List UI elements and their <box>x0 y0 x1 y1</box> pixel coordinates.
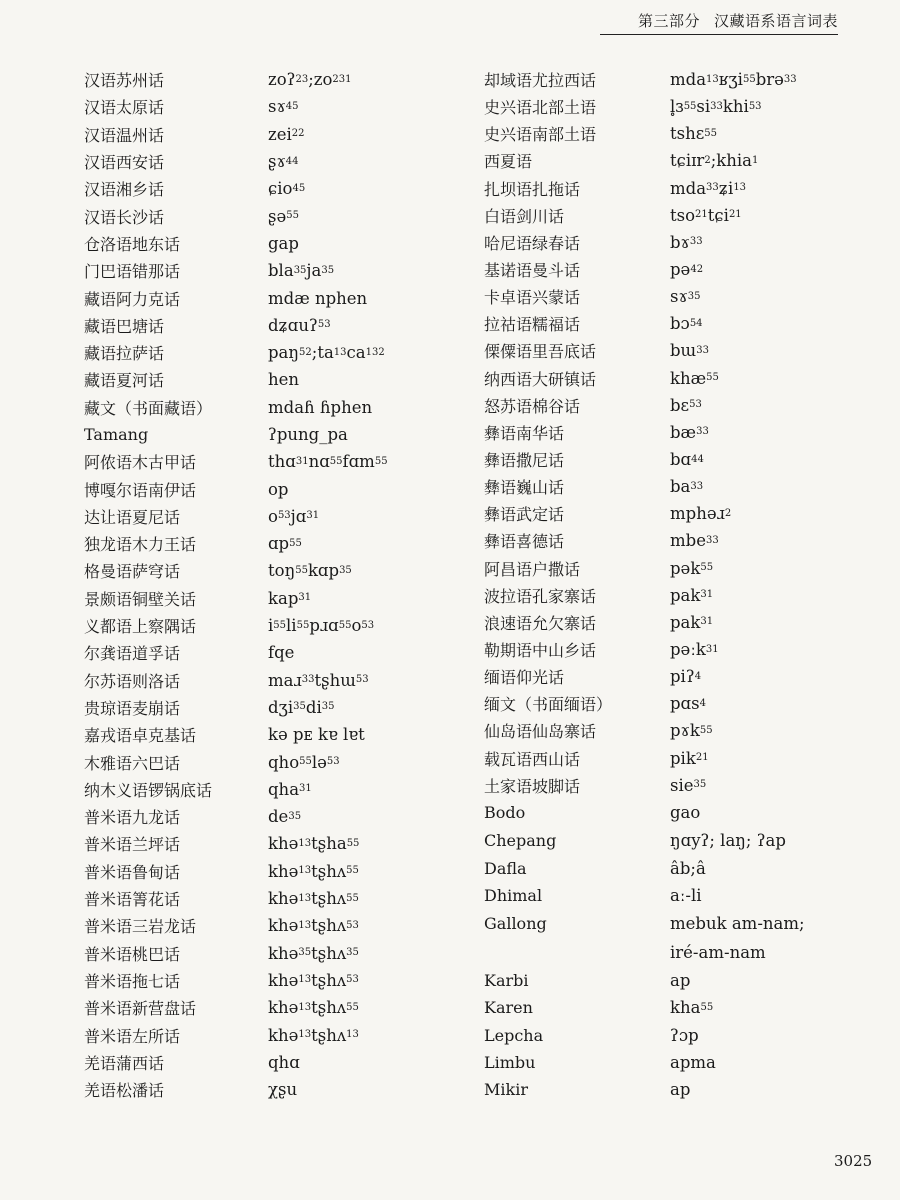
entry-language: 汉语太原话 <box>84 98 165 118</box>
entry-form: o 53 jɑ 31 <box>268 506 320 526</box>
entry-language: 独龙语木力王话 <box>84 535 197 555</box>
entry-form: aː-li <box>670 886 702 906</box>
entry-form: sie 35 <box>670 775 707 795</box>
entry-form: pak 31 <box>670 612 714 632</box>
entry-language: 达让语夏尼话 <box>84 507 181 527</box>
entry-language: 尔龚语道孚话 <box>84 644 181 664</box>
entry-language: Chepang <box>484 830 557 850</box>
entry-form: dʑɑuʔ 53 <box>268 315 331 335</box>
entry-language: 阿昌语户撒话 <box>484 559 581 579</box>
entry-form: ap <box>670 1079 691 1099</box>
entry-form: bɔ 54 <box>670 314 703 334</box>
entry-language: 白语剑川话 <box>484 206 565 226</box>
entry-language: Bodo <box>484 802 526 822</box>
entry-language: 史兴语南部土语 <box>484 125 597 145</box>
entry-language: 彝语撒尼话 <box>484 451 565 471</box>
entry-form: ʔɔp <box>670 1025 699 1045</box>
entry-language: 汉语西安话 <box>84 153 165 173</box>
entry-language: Limbu <box>484 1052 536 1072</box>
entry-language: 西夏语 <box>484 152 533 172</box>
entry-language: 嘉戎语卓克基话 <box>84 726 197 746</box>
entry-form: pak 31 <box>670 585 714 605</box>
entry-language: 义都语上察隅话 <box>84 617 197 637</box>
entry-form: khə 13 tʂhʌ 53 <box>268 916 359 936</box>
entry-language: 彝语喜德话 <box>484 532 565 552</box>
entry-language: 汉语湘乡话 <box>84 180 165 200</box>
entry-form: ʂɤ 44 <box>268 152 299 172</box>
entry-language: 汉语苏州话 <box>84 71 165 91</box>
entry-language <box>484 938 669 967</box>
entry-form: khə 13 tʂhʌ 55 <box>268 998 359 1018</box>
entry-language: 仙岛语仙岛寨话 <box>484 722 597 742</box>
entry-form: ba 33 <box>670 477 704 497</box>
entry-form: ap <box>670 971 691 991</box>
entry-language: 拉祜语糯福话 <box>484 315 581 335</box>
entry-form: χʂu <box>268 1080 298 1100</box>
entry-language: 土家语坡脚话 <box>484 776 581 796</box>
entry-language: 普米语箐花话 <box>84 890 181 910</box>
entry-form: mda 13 ʁʒi 55 brə 33 <box>670 70 797 90</box>
entry-language: 彝语巍山话 <box>484 478 565 498</box>
entry-language: 卡卓语兴蒙话 <box>484 288 581 308</box>
entry-form: khə 13 tʂhʌ 55 <box>268 861 359 881</box>
running-header <box>600 6 838 35</box>
entry-language: 载瓦语西山话 <box>484 749 581 769</box>
entry-form: ŋɑyʔ; laŋ; ʔap <box>670 830 786 850</box>
entry-language: 羌语松潘话 <box>84 1081 165 1101</box>
left-language-column <box>84 66 264 1103</box>
entry-form: bla 35 ja 35 <box>268 261 335 281</box>
entry-form: apma <box>670 1052 716 1072</box>
entry-language: 景颇语铜壁关话 <box>84 589 197 609</box>
entry-language: 基诺语曼斗话 <box>484 261 581 281</box>
entry-form: op <box>268 479 289 499</box>
entry-form: mdæ nphen <box>268 288 368 308</box>
entry-language: 勒期语中山乡话 <box>484 641 597 661</box>
right-form-column <box>670 66 860 1103</box>
entry-form: tso 21 tɕi 21 <box>670 205 742 225</box>
entry-language: 波拉语孔家寨话 <box>484 586 597 606</box>
entry-form: pik 21 <box>670 748 709 768</box>
entry-form: khə 13 tʂha 55 <box>268 834 360 854</box>
entry-language: 藏文（书面藏语） <box>84 398 213 418</box>
entry-language: 纳西语大研镇话 <box>484 369 597 389</box>
entry-language: 缅文（书面缅语） <box>484 695 613 715</box>
entry-language: 缅语仰光话 <box>484 668 565 688</box>
entry-form: pə 42 <box>670 260 704 280</box>
entry-form: mbe 33 <box>670 531 719 551</box>
entry-language: 门巴语错那话 <box>84 262 181 282</box>
entry-language: 普米语新营盘话 <box>84 999 197 1019</box>
entry-language: 怒苏语棉谷话 <box>484 396 581 416</box>
entry-language: 格曼语萨穹话 <box>84 562 181 582</box>
entry-language: Dhimal <box>484 886 543 906</box>
entry-language: 藏语夏河话 <box>84 371 165 391</box>
entry-form: gao <box>670 802 701 822</box>
entry-language: 浪速语允欠寨话 <box>484 613 597 633</box>
entry-language: Karbi <box>484 971 529 991</box>
entry-language: 彝语武定话 <box>484 505 565 525</box>
entry-form: khə 13 tʂhʌ 53 <box>268 970 359 990</box>
entry-language: 阿侬语木古甲话 <box>84 453 197 473</box>
entry-language: 却域语尤拉西话 <box>484 71 597 91</box>
entry-form: qhɑ <box>268 1052 300 1072</box>
entry-language: Gallong <box>484 914 547 934</box>
entry-language: Dafla <box>484 859 527 878</box>
entry-language: 尔苏语则洛话 <box>84 671 181 691</box>
entry-form: ʔpung_pa <box>268 425 348 444</box>
entry-form: piʔ 4 <box>670 667 702 687</box>
entry-language: Karen <box>484 998 533 1018</box>
entry-language: 史兴语北部土语 <box>484 98 597 118</box>
entry-language: 木雅语六巴话 <box>84 753 181 773</box>
entry-form: qho 55 lə 53 <box>268 752 340 772</box>
entry-form: gap <box>268 233 299 253</box>
entry-form: zoʔ 23 ;zo 231 <box>268 70 352 90</box>
entry-form: qha 31 <box>268 779 312 799</box>
entry-form: zei 22 <box>268 124 305 144</box>
entry-form: hen <box>268 370 300 390</box>
entry-language: 普米语拖七话 <box>84 971 181 991</box>
entry-language: 藏语阿力克话 <box>84 289 181 309</box>
entry-form: tɕiɪr 2 ;khia 1 <box>670 151 759 171</box>
entry-form: paŋ 52 ;ta 13 ca 132 <box>268 343 385 363</box>
entry-form: dʒi 35 di 35 <box>268 697 335 717</box>
entry-language: 博嘎尔语南伊话 <box>84 480 197 500</box>
entry-form: pəːk 31 <box>670 640 719 660</box>
entry-language: 仓洛语地东话 <box>84 234 181 254</box>
entry-form: i 55 li 55 pɹɑ 55 o 53 <box>268 616 375 636</box>
entry-form: khə 13 tʂhʌ 55 <box>268 889 359 909</box>
entry-language: 哈尼语绿春话 <box>484 233 581 253</box>
entry-form: l̥ɜ 55 si 33 khi 53 <box>670 97 762 117</box>
entry-language: 贵琼语麦崩话 <box>84 698 181 718</box>
entry-language: Lepcha <box>484 1025 544 1045</box>
entry-form: ɑp 55 <box>268 534 302 554</box>
entry-form: kap 31 <box>268 588 312 608</box>
entry-form: sɤ 35 <box>670 287 701 307</box>
entry-language: 普米语三岩龙话 <box>84 917 197 937</box>
entry-form: mebuk am-nam; <box>670 914 805 934</box>
entry-language: 普米语九龙话 <box>84 808 181 828</box>
entry-language: 普米语左所话 <box>84 1026 181 1046</box>
entry-form: ʂə 55 <box>268 206 299 226</box>
entry-form: toŋ 55 kɑp 35 <box>268 561 352 581</box>
entry-form: bɤ 33 <box>670 232 703 252</box>
page-number: 3025 <box>834 1152 873 1170</box>
entry-language: 汉语温州话 <box>84 125 165 145</box>
entry-form: iré-am-nam <box>670 943 766 963</box>
entry-form: khə 13 tʂhʌ 13 <box>268 1025 359 1045</box>
left-form-column <box>268 66 478 1103</box>
entry-form: fqe <box>268 643 295 663</box>
entry-form: khæ 55 <box>670 368 719 388</box>
entry-language: 纳木义语锣锅底话 <box>84 780 213 800</box>
entry-language: 普米语鲁甸话 <box>84 862 181 882</box>
entry-form: bɛ 53 <box>670 395 702 415</box>
entry-form: pək 55 <box>670 558 714 578</box>
right-language-column <box>484 66 669 1103</box>
entry-form: maɹ 33 tʂhɯ 53 <box>268 670 369 690</box>
entry-language: 扎坝语扎拖话 <box>484 179 581 199</box>
entry-form: mphəɹ 2 <box>670 504 732 524</box>
entry-form: bɑ 44 <box>670 450 704 470</box>
entry-language: 普米语桃巴话 <box>84 944 181 964</box>
entry-form: khə 35 tʂhʌ 35 <box>268 943 359 963</box>
entry-form: âb;â <box>670 859 706 878</box>
entry-language: 藏语巴塘话 <box>84 316 165 336</box>
entry-language: 藏语拉萨话 <box>84 344 165 364</box>
entry-form: ɕio 45 <box>268 179 306 199</box>
entry-form: de 35 <box>268 807 302 827</box>
entry-form: kha 55 <box>670 998 714 1018</box>
entry-form: thɑ 31 nɑ 55 fɑm 55 <box>268 452 388 472</box>
entry-form: pɑs 4 <box>670 694 706 714</box>
entry-form: mdaɦ ɦphen <box>268 397 373 417</box>
entry-form: bɯ 33 <box>670 341 709 361</box>
entry-language: 普米语兰坪话 <box>84 835 181 855</box>
entry-language: 傈僳语里吾底话 <box>484 342 597 362</box>
entry-form: bæ 33 <box>670 422 709 442</box>
entry-form: kə pᴇ kɐ lɐt <box>268 725 365 745</box>
entry-language: 彝语南华话 <box>484 423 565 443</box>
header-part: 第三部分 <box>637 11 700 30</box>
header-section: 汉藏语系语言词表 <box>713 11 838 30</box>
entry-form: tshɛ 55 <box>670 124 718 144</box>
entry-language: 羌语蒲西话 <box>84 1053 165 1073</box>
entry-language: Tamang <box>84 425 149 444</box>
entry-language: Mikir <box>484 1079 528 1099</box>
entry-language: 汉语长沙话 <box>84 207 165 227</box>
entry-form: sɤ 45 <box>268 97 299 117</box>
entry-form: mda 33 ʑi 13 <box>670 178 747 198</box>
entry-form: pɤk 55 <box>670 721 713 741</box>
